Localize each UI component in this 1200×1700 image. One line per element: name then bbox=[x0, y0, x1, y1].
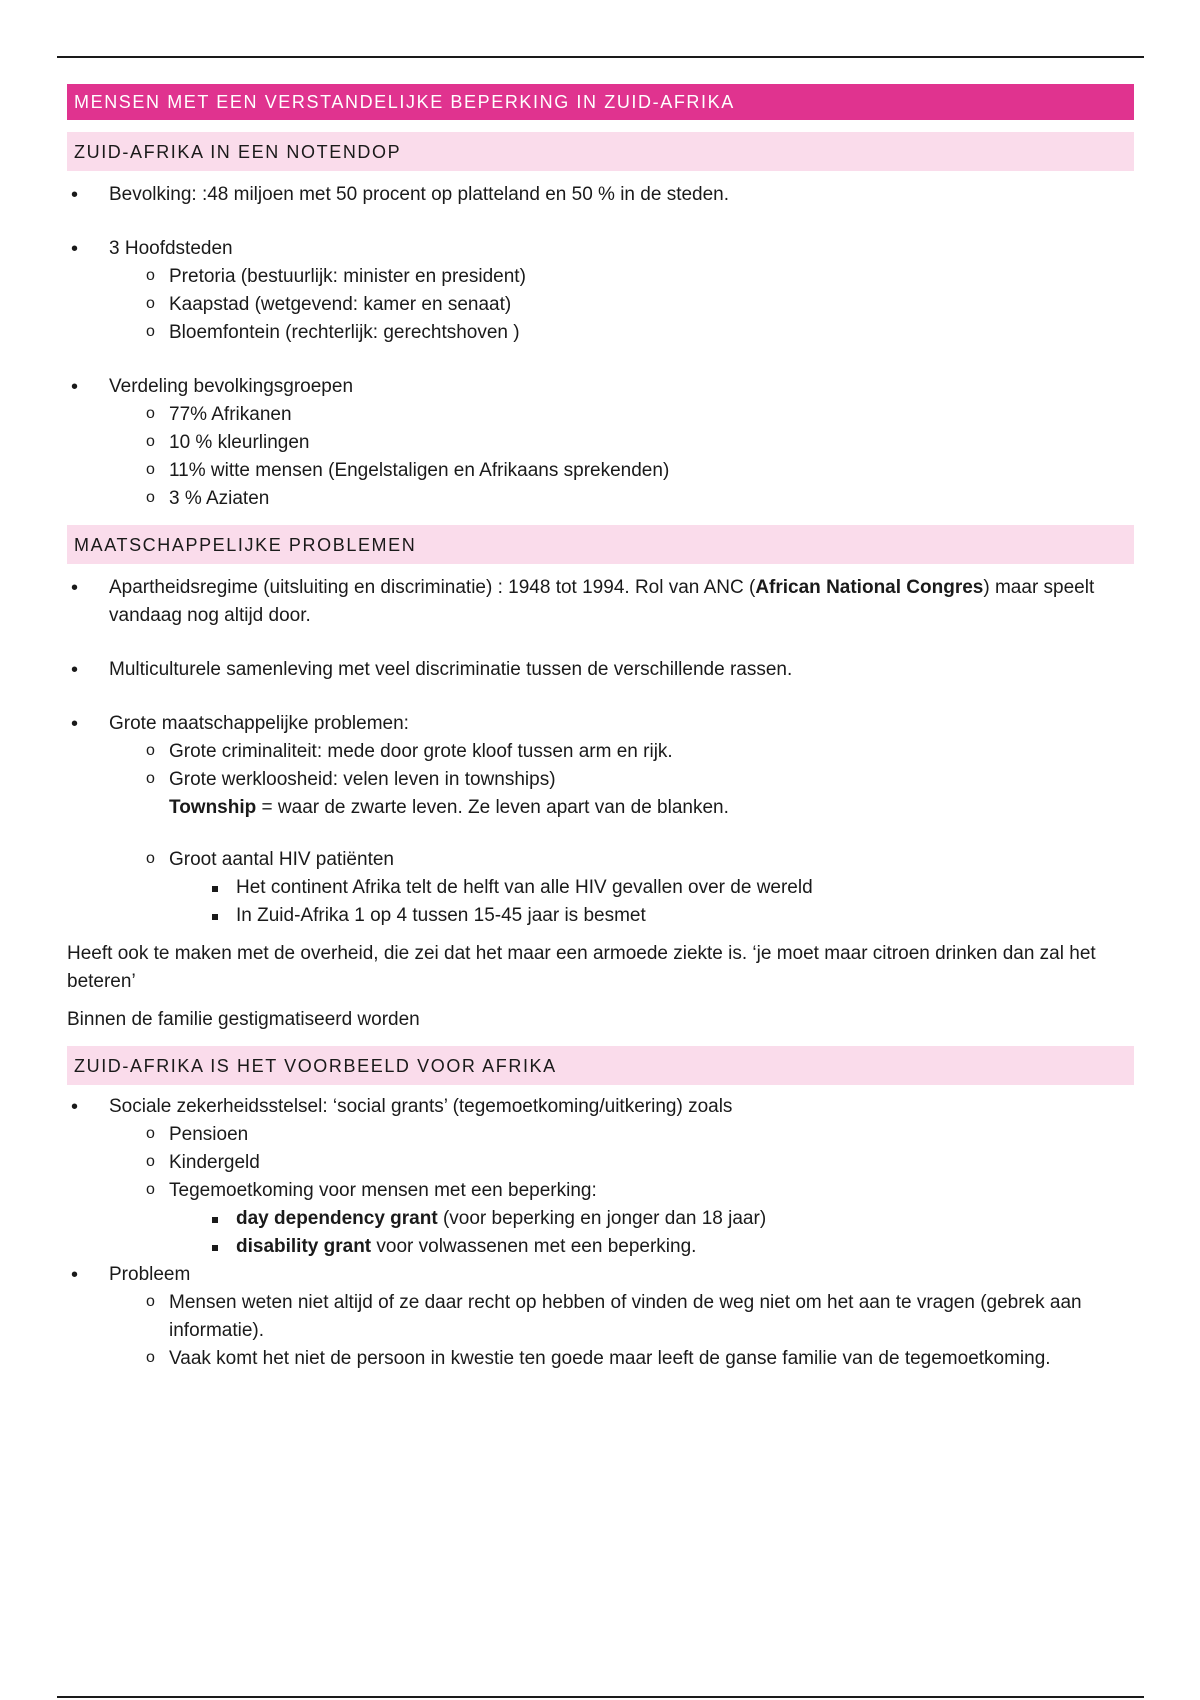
day-dependency-text: (voor beperking en jonger dan 18 jaar) bbox=[437, 1208, 767, 1229]
list-item-pretoria: o Pretoria (bestuurlijk: minister en president) bbox=[139, 263, 1134, 291]
probleem-sublist bbox=[139, 1289, 1134, 1373]
list-item-tegemoetkoming bbox=[139, 1177, 1134, 1261]
hoofdsteden-label: 3 Hoofdsteden bbox=[109, 238, 233, 259]
stelsel-label: Sociale zekerheidsstelsel: ‘social grants’ (tegemoetkoming/uitkering) zoals bbox=[109, 1096, 733, 1117]
list-item-kindergeld: o Kindergeld bbox=[139, 1149, 1134, 1177]
list-item-pensioen: o Pensioen bbox=[139, 1121, 1134, 1149]
groepen-list bbox=[139, 401, 1134, 513]
township-term: Township bbox=[169, 797, 257, 818]
grote-problemen-label: Grote maatschappelijke problemen: bbox=[109, 713, 409, 734]
anc-name: African National Congres bbox=[755, 577, 984, 598]
disability-text: voor volwassenen met een beperking. bbox=[371, 1236, 697, 1257]
verdeling-label: Verdeling bevolkingsgroepen bbox=[109, 376, 354, 397]
tegemoetkoming-list bbox=[206, 1205, 1134, 1261]
problemen-sublist bbox=[139, 738, 1134, 930]
list-item-werkloosheid bbox=[139, 766, 1134, 822]
list-item-grote-problemen bbox=[67, 710, 1134, 930]
list-item-verdeling bbox=[67, 373, 1134, 513]
section-heading-notendop: ZUID-AFRIKA IN EEN NOTENDOP bbox=[67, 132, 1134, 171]
list-item-hiv-afrika: Het continent Afrika telt de helft van alle HIV gevallen over de wereld bbox=[206, 874, 1134, 902]
list-item-hiv bbox=[139, 846, 1134, 930]
paragraph-overheid: Heeft ook te maken met de overheid, die zei dat het maar een armoede ziekte is. ‘je moet maar citroen drinken dan zal het beteren’ bbox=[67, 943, 1096, 992]
hiv-list bbox=[206, 874, 1134, 930]
list-item-witte-mensen: o 11% witte mensen (Engelstaligen en Afrikaans sprekenden) bbox=[139, 457, 1134, 485]
list-item-apartheid bbox=[67, 574, 1134, 630]
list-item-familie: o Vaak komt het niet de persoon in kwestie ten goede maar leeft de ganse familie van de tegemoetkoming. bbox=[139, 1345, 1134, 1373]
list-item-day-dependency bbox=[206, 1205, 1134, 1233]
day-dependency-term: day dependency grant bbox=[236, 1208, 438, 1229]
list-item-criminaliteit: o Grote criminaliteit: mede door grote kloof tussen arm en rijk. bbox=[139, 738, 1134, 766]
paragraph-familie: Binnen de familie gestigmatiseerd worden bbox=[67, 1009, 420, 1030]
list-item-afrikanen: o 77% Afrikanen bbox=[139, 401, 1134, 429]
list-item-hiv-zuid-afrika: In Zuid-Afrika 1 op 4 tussen 15-45 jaar is besmet bbox=[206, 902, 1134, 930]
apartheid-text-a: Apartheidsregime (uitsluiting en discriminatie) : 1948 tot 1994. Rol van ANC ( bbox=[109, 577, 756, 598]
tegemoetkoming-label: Tegemoetkoming voor mensen met een beperking: bbox=[169, 1180, 597, 1201]
voorbeeld-list bbox=[67, 1093, 1134, 1373]
list-item-multicultureel: • Multiculturele samenleving met veel discriminatie tussen de verschillende rassen. bbox=[67, 656, 1134, 684]
steden-list bbox=[139, 263, 1134, 347]
problemen-list bbox=[67, 574, 1134, 930]
list-item-bloemfontein: o Bloemfontein (rechterlijk: gerechtshoven ) bbox=[139, 319, 1134, 347]
list-item-hoofdsteden bbox=[67, 235, 1134, 347]
document-page bbox=[67, 84, 1134, 1373]
werkloosheid-text: Grote werkloosheid: velen leven in townships) bbox=[169, 769, 556, 790]
top-rule bbox=[57, 56, 1144, 58]
probleem-label: Probleem bbox=[109, 1264, 191, 1285]
list-item-stelsel bbox=[67, 1093, 1134, 1261]
apartheid-text-b: ) maar speelt vandaag nog altijd door. bbox=[109, 577, 1095, 626]
list-item-bevolking: • Bevolking: :48 miljoen met 50 procent op platteland en 50 % in de steden. bbox=[67, 181, 1134, 209]
section-heading-problemen: MAATSCHAPPELIJKE PROBLEMEN bbox=[67, 525, 1134, 564]
bottom-rule bbox=[57, 1696, 1144, 1698]
section-heading-voorbeeld: ZUID-AFRIKA IS HET VOORBEELD VOOR AFRIKA bbox=[67, 1046, 1134, 1085]
list-item-kaapstad: o Kaapstad (wetgevend: kamer en senaat) bbox=[139, 291, 1134, 319]
list-item-informatie: o Mensen weten niet altijd of ze daar recht op hebben of vinden de weg niet om het aan te vragen (gebrek aan informatie). bbox=[139, 1289, 1134, 1345]
list-item-kleurlingen: o 10 % kleurlingen bbox=[139, 429, 1134, 457]
list-item-aziaten: o 3 % Aziaten bbox=[139, 485, 1134, 513]
notendop-list bbox=[67, 181, 1134, 513]
disability-term: disability grant bbox=[236, 1236, 372, 1257]
grants-list bbox=[139, 1121, 1134, 1261]
document-title: MENSEN MET EEN VERSTANDELIJKE BEPERKING IN ZUID-AFRIKA bbox=[67, 84, 1134, 120]
hiv-label: Groot aantal HIV patiënten bbox=[169, 849, 394, 870]
township-definition: = waar de zwarte leven. Ze leven apart van de blanken. bbox=[256, 797, 729, 818]
list-item-disability bbox=[206, 1233, 1134, 1261]
list-item-probleem bbox=[67, 1261, 1134, 1373]
